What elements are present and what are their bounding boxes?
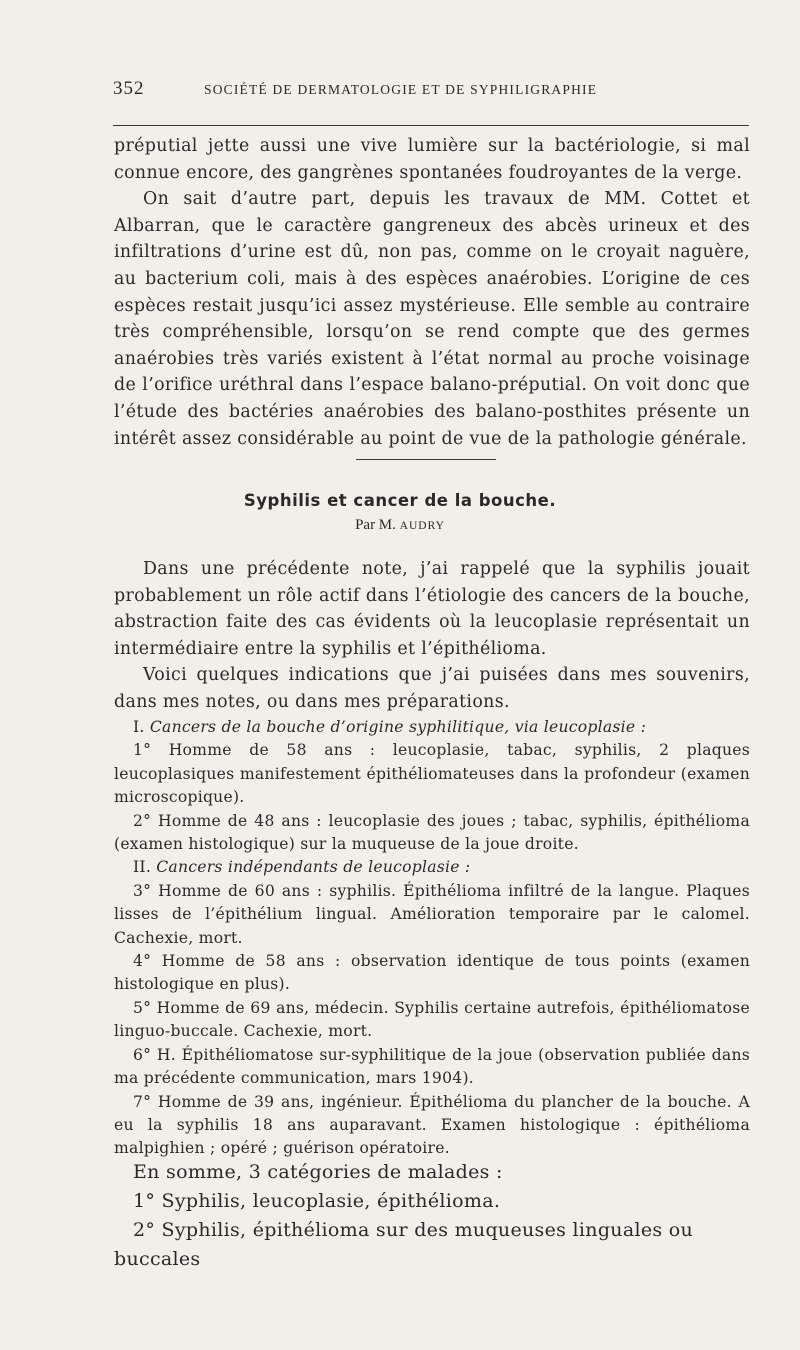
case-entry: 1° Homme de 58 ans : leucoplasie, tabac, syphilis, 2 plaques leucoplasiques manifestement épithéliomateuses dans la profondeur (examen microscopique).	[114, 741, 750, 807]
case-list	[114, 716, 750, 1161]
byline-prefix: Par M.	[355, 517, 396, 533]
paragraph: Voici quelques indications que j’ai puisées dans mes souvenirs, dans mes notes, ou dans mes préparations.	[114, 665, 750, 712]
case-entry: 2° Homme de 48 ans : leucoplasie des joues ; tabac, syphilis, épithélioma (examen histologique) sur la muqueuse de la joue droite.	[114, 811, 750, 854]
article-intro	[114, 556, 750, 716]
case-entry: 5° Homme de 69 ans, médecin. Syphilis certaine autrefois, épithéliomatose linguo-buccale. Cachexie, mort.	[114, 998, 750, 1041]
case-entry: 6° H. Épithéliomatose sur-syphilitique de la joue (observation publiée dans ma précédente communication, mars 1904).	[114, 1045, 750, 1088]
section-heading	[114, 856, 750, 879]
header-rule	[113, 125, 749, 126]
paragraph: On sait d’autre part, depuis les travaux de MM. Cottet et Albarran, que le caractère gangreneux des abcès urineux et des infiltrations d’urine est dû, non pas, comme on le croyait naguère, au bacterium coli, mais à des espèces anaérobies. L’origine de ces espèces restait jusqu’ici assez mystérieuse. Elle semble au contraire très compréhensible, lorsqu’on se rend compte que des germes anaérobies très variés existent à l’état normal au proche voisinage de l’orifice uréthral dans l’espace balano-préputial. On voit donc que l’étude des bactéries anaérobies des balano-posthites présente un intérêt assez considérable au point de vue de la pathologie générale.	[114, 189, 750, 449]
byline	[0, 517, 800, 534]
case-entry: 3° Homme de 60 ans : syphilis. Épithélioma infiltré de la langue. Plaques lisses de l’épithélium lingual. Amélioration temporaire par le calomel. Cachexie, mort.	[114, 881, 750, 947]
section-heading	[114, 716, 750, 739]
section-title: Cancers de la bouche d’origine syphilitique, via leucoplasie :	[149, 718, 647, 736]
section-separator	[356, 459, 496, 460]
previous-article-ending	[114, 133, 750, 452]
conclusion	[114, 1158, 750, 1274]
section-number: I.	[133, 718, 145, 736]
section-number: II.	[133, 858, 152, 877]
article-title: Syphilis et cancer de la bouche.	[243, 491, 557, 510]
case-entry: 4° Homme de 58 ans : observation identique de tous points (examen histologique en plus).	[114, 952, 750, 994]
section-title: Cancers indépendants de leucoplasie :	[156, 858, 471, 877]
conclusion-lead: En somme, 3 catégories de malades :	[133, 1161, 503, 1183]
paragraph: Dans une précédente note, j’ai rappelé que la syphilis jouait probablement un rôle actif dans l’étiologie des cancers de la bouche, abstraction faite des cas évidents où la leucoplasie représentait un intermédiaire entre la syphilis et l’épithélioma.	[114, 559, 750, 659]
author-name: AUDRY	[399, 520, 445, 532]
conclusion-item: 1° Syphilis, leucoplasie, épithélioma.	[133, 1190, 501, 1212]
case-entry: 7° Homme de 39 ans, ingénieur. Épithélioma du plancher de la bouche. A eu la syphilis 18 ans auparavant. Examen histologique : épithélioma malpighien ; opéré ; guérison opératoire.	[114, 1092, 750, 1158]
page-number: 352	[113, 78, 145, 99]
paragraph: préputial jette aussi une vive lumière sur la bactériologie, si mal connue encore, des gangrènes spontanées foudroyantes de la verge.	[114, 136, 750, 183]
conclusion-item: 2° Syphilis, épithélioma sur des muqueuses linguales ou buccales	[114, 1219, 694, 1270]
running-title: SOCIÉTÉ DE DERMATOLOGIE ET DE SYPHILIGRAPHIE	[204, 82, 598, 97]
